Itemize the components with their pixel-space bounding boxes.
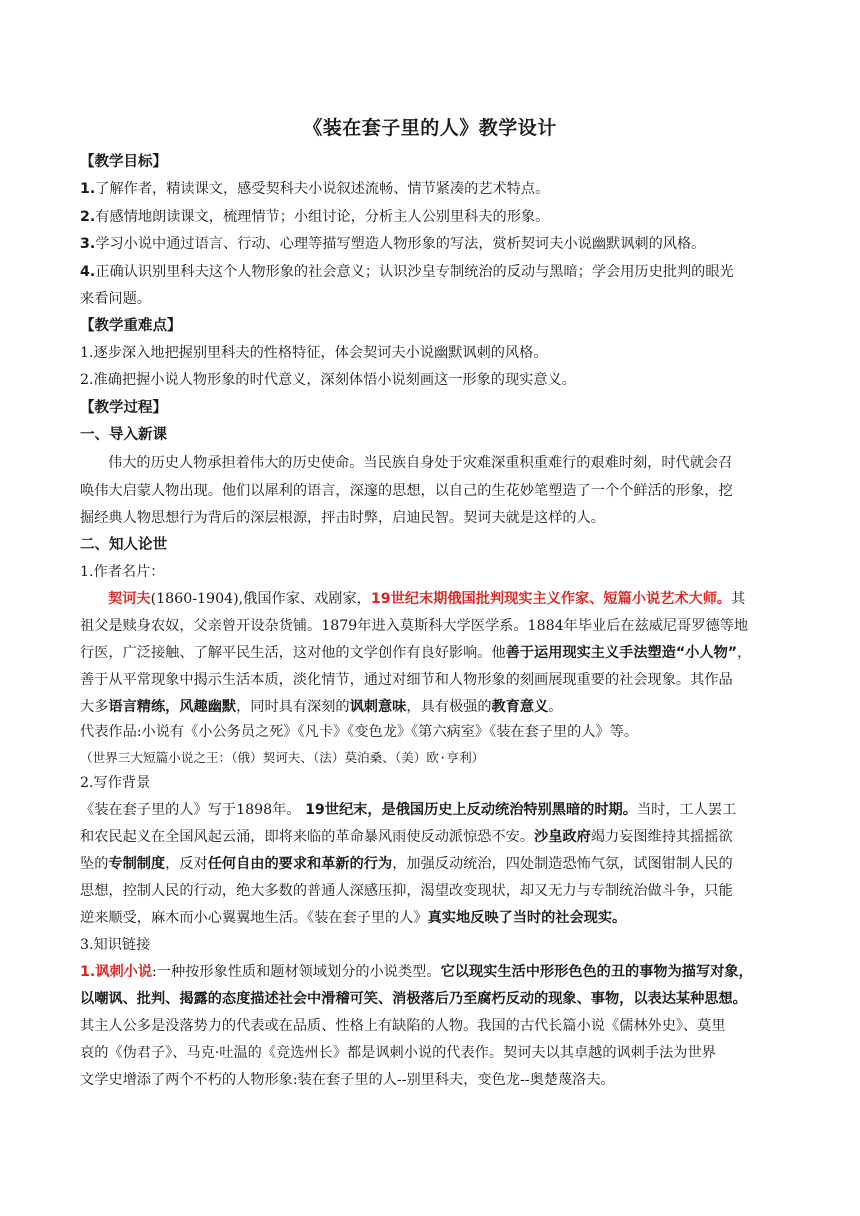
background-line-5: 逆来顺受，麻木而小心翼翼地生活。《装在套子里的人》真实地反映了当时的社会现实。 [80,910,627,926]
goal-item-4: 4.正确认识别里科夫这个人物形象的社会意义；认识沙皇专制统治的反动与黑暗；学会用历史批判的眼光 [80,264,734,280]
author-card-label: 1.作者名片： [80,564,165,580]
key-point-2: 2.准确把握小说人物形象的时代意义，深刻体悟小说刻画这一形象的现实意义。 [80,372,576,388]
author-line-3: 行医，广泛接触、了解平民生活，这对他的文学创作有良好影响。他善于运用现实主义手法塑造“小人物”， [80,645,752,661]
author-name: 契诃夫 [108,591,151,607]
intro-line-2: 唤伟大启蒙人物出现。他们以犀利的语言，深邃的思想，以自己的生花妙笔塑造了一个个鲜活的形象，挖 [80,483,733,499]
process-heading: 【教学过程】 [80,400,167,416]
goal-item-1: 1.了解作者，精读课文，感受契科夫小说叙述流畅、情节紧凑的艺术特点。 [80,181,550,197]
author-line-2: 祖父是赎身农奴，父亲曾开设杂货铺。1879年进入莫斯科大学医学系。1884年毕业后在兹威尼哥罗德等地 [80,618,749,634]
three-kings-note: （世界三大短篇小说之王：（俄）契诃夫、（法）莫泊桑、（美）欧·亨利） [80,750,485,765]
satire-term: 1.讽刺小说 [80,964,153,980]
satire-line-1: 1.讽刺小说:一种按形象性质和题材领域划分的小说类型。它以现实生活中形形色色的丑的事物为描写对象， [80,964,753,980]
satire-line-3: 其主人公多是没落势力的代表或在品质、性格上有缺陷的人物。我国的古代长篇小说《儒林外史》、莫里 [80,1018,726,1034]
background-line-3: 坠的专制制度，反对任何自由的要求和革新的行为，加强反动统治，四处制造恐怖气氛，试图钳制人民的 [80,856,733,872]
representative-works: 代表作品:小说有《小公务员之死》《凡卡》《变色龙》《第六病室》《装在套子里的人》等。 [80,724,639,740]
document-title: 《装在套子里的人》教学设计 [303,117,557,139]
key-point-1: 1.逐步深入地把握别里科夫的性格特征，体会契诃夫小说幽默讽刺的风格。 [80,345,548,361]
satire-line-2: 以嘲讽、批判、揭露的态度描述社会中滑稽可笑、消极落后乃至腐朽反动的现象、事物，以表达某种思想。 [80,991,747,1007]
goal-item-2: 2.有感情地朗读课文，梳理情节；小组讨论，分析主人公别里科夫的形象。 [80,209,550,225]
intro-line-1: 伟大的历史人物承担着伟大的历史使命。当民族自身处于灾难深重积重难行的艰难时刻，时代就会召 [108,455,733,471]
section-2-heading: 二、知人论世 [80,537,167,553]
key-points-heading: 【教学重难点】 [80,318,182,334]
intro-line-3: 掘经典人物思想行为背后的深层根源，抨击时弊，启迪民智。契诃夫就是这样的人。 [80,510,605,526]
satire-line-5: 文学史增添了两个不朽的人物形象:装在套子里的人--别里科夫，变色龙--奥楚蔑洛夫。 [80,1072,615,1088]
background-label: 2.写作背景 [80,775,151,791]
goal-item-4-continued: 来看问题。 [80,291,151,307]
background-line-2: 和农民起义在全国风起云涌，即将来临的革命暴风雨使反动派惊恐不安。沙皇政府竭力妄图维持其摇摇欲 [80,829,733,845]
knowledge-link-label: 3.知识链接 [80,937,151,953]
background-line-1: 《装在套子里的人》写于1898年。 19世纪末，是俄国历史上反动统治特别黑暗的时期。当时，工人罢工 [80,802,737,818]
goals-heading: 【教学目标】 [80,154,167,170]
section-1-heading: 一、导入新课 [80,427,167,443]
author-line-1: 契诃夫(1860-1904),俄国作家、戏剧家，19世纪末期俄国批判现实主义作家、短篇小说艺术大师。其 [108,591,746,607]
background-line-4: 思想，控制人民的行动，绝大多数的普通人深感压抑，渴望改变现状，却又无力与专制统治做斗争，只能 [80,883,733,899]
author-line-5: 大多语言精练，风趣幽默，同时具有深刻的讽刺意味，具有极强的教育意义。 [80,699,563,715]
satire-line-4: 哀的《伪君子》、马克·吐温的《竞选州长》都是讽刺小说的代表作。契诃夫以其卓越的讽刺手法为世界 [80,1045,716,1061]
goal-item-3: 3.学习小说中通过语言、行动、心理等描写塑造人物形象的写法，赏析契诃夫小说幽默讽刺的风格。 [80,236,706,252]
author-line-4: 善于从平常现象中揭示生活本质，淡化情节，通过对细节和人物形象的刻画展现重要的社会现象。其作品 [80,672,733,688]
author-title: 19世纪末期俄国批判现实主义作家、短篇小说艺术大师。 [370,591,732,607]
